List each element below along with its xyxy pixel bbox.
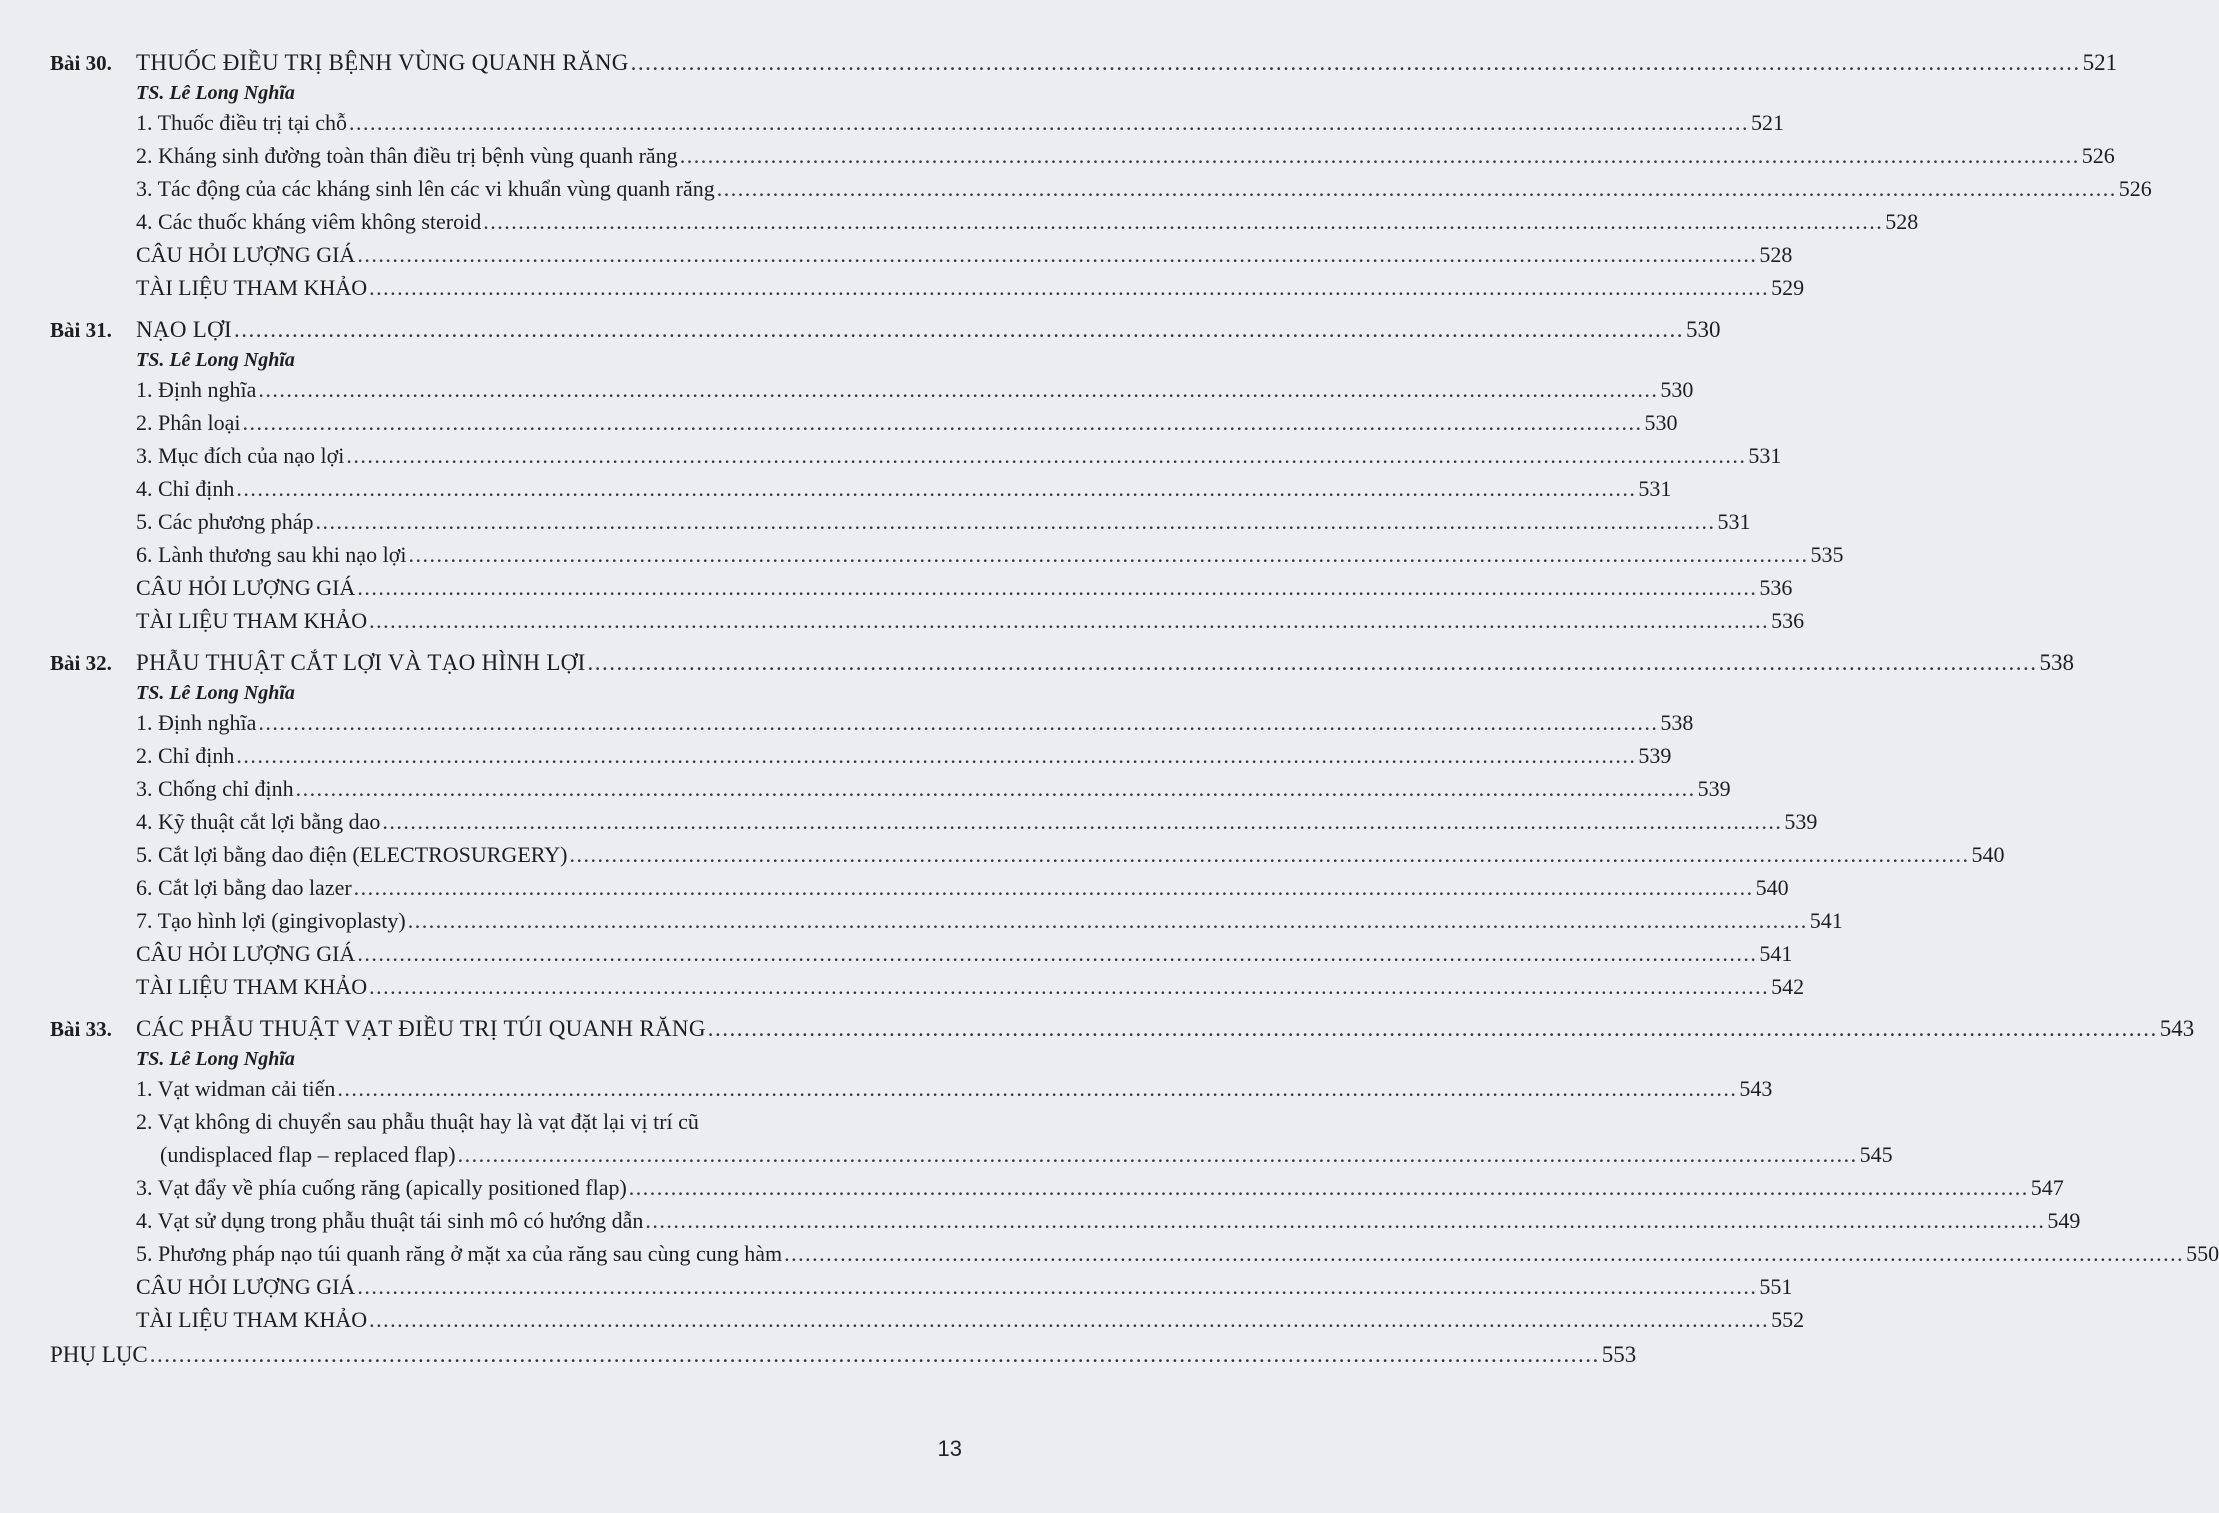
dot-leader: ........................................................................................................................................................................................................ — [569, 842, 1970, 867]
toc-entry — [136, 1237, 2219, 1270]
entry-page: 547 — [2030, 1175, 2064, 1200]
dot-leader: ........................................................................................................................................................................................................ — [258, 710, 1659, 735]
lesson-number: Bài 31. — [50, 318, 112, 342]
entry-page: 540 — [1755, 875, 1789, 900]
dot-leader: ........................................................................................................................................................................................................ — [234, 317, 1684, 342]
entry-page: 526 — [2081, 143, 2115, 168]
entry-page: 530 — [1644, 410, 1678, 435]
entry-text: 3. Mục đích của nạo lợi — [136, 443, 345, 468]
lesson-page: 521 — [2082, 50, 2118, 75]
lesson-number: Bài 33. — [50, 1017, 112, 1041]
entry-text: 1. Thuốc điều trị tại chỗ — [136, 110, 347, 135]
dot-leader: ........................................................................................................................................................................................................ — [716, 176, 2117, 201]
lesson-heading — [50, 646, 2075, 680]
entry-text: 1. Vạt widman cải tiến — [136, 1076, 336, 1101]
entry-page: 550 — [2186, 1241, 2219, 1266]
entry-page: 549 — [2047, 1208, 2081, 1233]
toc-entry — [136, 871, 1789, 904]
entry-page: 543 — [1739, 1076, 1773, 1101]
entry-text: 4. Vạt sử dụng trong phẫu thuật tái sinh mô có hướng dẫn — [136, 1208, 644, 1233]
entry-text: TÀI LIỆU THAM KHẢO — [136, 275, 368, 300]
dot-leader: ........................................................................................................................................................................................................ — [679, 143, 2080, 168]
toc-entry — [136, 739, 1672, 772]
toc-entry — [136, 838, 2005, 871]
toc-entry — [136, 1171, 2064, 1204]
dot-leader: ........................................................................................................................................................................................................ — [337, 1076, 1738, 1101]
toc-entry — [136, 904, 1843, 937]
toc-entry — [136, 1303, 1805, 1336]
lesson-title: THUỐC ĐIỀU TRỊ BỆNH VÙNG QUANH RĂNG — [136, 50, 629, 75]
toc-entry — [136, 604, 1805, 637]
table-of-contents — [50, 46, 2219, 1371]
lesson-page: 530 — [1686, 317, 1721, 342]
entry-text: 3. Chống chỉ định — [136, 776, 294, 801]
dot-leader: ........................................................................................................................................................................................................ — [630, 50, 2081, 75]
dot-leader: ........................................................................................................................................................................................................ — [357, 1274, 1758, 1299]
dot-leader: ........................................................................................................................................................................................................ — [236, 743, 1637, 768]
lesson-number: Bài 32. — [50, 651, 112, 675]
entry-page: 526 — [2118, 176, 2152, 201]
toc-entry — [136, 805, 1818, 838]
entry-text: 7. Tạo hình lợi (gingivoplasty) — [136, 908, 406, 933]
dot-leader: ........................................................................................................................................................................................................ — [353, 875, 1754, 900]
entry-page: 538 — [1660, 710, 1694, 735]
lesson-title: PHẪU THUẬT CẮT LỢI VÀ TẠO HÌNH LỢI — [136, 650, 586, 675]
toc-entry — [136, 472, 1672, 505]
entry-page: 521 — [1751, 110, 1784, 135]
dot-leader: ........................................................................................................................................................................................................ — [369, 974, 1770, 999]
entry-page: 539 — [1784, 809, 1818, 834]
entry-text: TÀI LIỆU THAM KHẢO — [136, 1307, 368, 1332]
dot-leader: ........................................................................................................................................................................................................ — [407, 908, 1808, 933]
dot-leader: ........................................................................................................................................................................................................ — [149, 1342, 1600, 1367]
lesson-heading — [50, 313, 1721, 347]
entry-text: 5. Các phương pháp — [136, 509, 314, 534]
entry-page: 531 — [1717, 509, 1751, 534]
dot-leader: ........................................................................................................................................................................................................ — [236, 476, 1637, 501]
toc-entry — [136, 1204, 2081, 1237]
toc-entry — [136, 538, 1844, 571]
toc-entry-continuation — [160, 1138, 1893, 1171]
appendix-page: 553 — [1601, 1342, 1637, 1367]
toc-entry — [136, 106, 1784, 139]
entry-text: 6. Cắt lợi bằng dao lazer — [136, 875, 352, 900]
dot-leader: ........................................................................................................................................................................................................ — [349, 110, 1749, 135]
entry-page: 542 — [1771, 974, 1805, 999]
dot-leader: ........................................................................................................................................................................................................ — [315, 509, 1716, 534]
entry-page: 531 — [1638, 476, 1672, 501]
entry-text: TÀI LIỆU THAM KHẢO — [136, 608, 368, 633]
dot-leader: ........................................................................................................................................................................................................ — [784, 1241, 2185, 1266]
toc-entry — [136, 439, 1782, 472]
dot-leader: ........................................................................................................................................................................................................ — [369, 1307, 1770, 1332]
lesson-heading — [50, 1012, 2195, 1046]
toc-entry — [136, 772, 1731, 805]
entry-text: TÀI LIỆU THAM KHẢO — [136, 974, 368, 999]
lesson-author: TS. Lê Long Nghĩa — [136, 1048, 295, 1070]
lesson-page: 543 — [2159, 1016, 2195, 1041]
entry-text: 6. Lành thương sau khi nạo lợi — [136, 542, 407, 567]
dot-leader: ........................................................................................................................................................................................................ — [357, 575, 1758, 600]
dot-leader: ........................................................................................................................................................................................................ — [457, 1142, 1858, 1167]
dot-leader: ........................................................................................................................................................................................................ — [628, 1175, 2029, 1200]
entry-page: 528 — [1759, 242, 1793, 267]
dot-leader: ........................................................................................................................................................................................................ — [707, 1016, 2158, 1041]
entry-text: 4. Chỉ định — [136, 476, 235, 501]
dot-leader: ........................................................................................................................................................................................................ — [357, 242, 1758, 267]
dot-leader: ........................................................................................................................................................................................................ — [483, 209, 1884, 234]
entry-text-continuation: (undisplaced flap – replaced flap) — [160, 1142, 456, 1167]
lesson-author: TS. Lê Long Nghĩa — [136, 349, 295, 371]
dot-leader: ........................................................................................................................................................................................................ — [346, 443, 1747, 468]
dot-leader: ........................................................................................................................................................................................................ — [587, 650, 2038, 675]
appendix-entry — [50, 1338, 1637, 1371]
entry-text: 4. Kỹ thuật cắt lợi bằng dao — [136, 809, 381, 834]
toc-entry — [136, 1270, 1793, 1303]
lesson-title: NẠO LỢI — [136, 317, 232, 342]
toc-entry — [136, 706, 1694, 739]
entry-text: 2. Kháng sinh đường toàn thân điều trị bệnh vùng quanh răng — [136, 143, 678, 168]
dot-leader: ........................................................................................................................................................................................................ — [295, 776, 1696, 801]
page-number: 13 — [937, 1436, 962, 1461]
toc-entry — [136, 406, 1678, 439]
dot-leader: ........................................................................................................................................................................................................ — [408, 542, 1809, 567]
toc-entry — [136, 1072, 1773, 1105]
entry-page: 535 — [1810, 542, 1844, 567]
appendix-title: PHỤ LỤC — [50, 1342, 148, 1367]
dot-leader: ........................................................................................................................................................................................................ — [369, 275, 1770, 300]
entry-text: CÂU HỎI LƯỢNG GIÁ — [136, 1274, 356, 1299]
entry-text: 3. Vạt đẩy về phía cuống răng (apically positioned flap) — [136, 1175, 627, 1200]
toc-entry — [136, 205, 1919, 238]
toc-entry — [136, 271, 1805, 304]
entry-text: 4. Các thuốc kháng viêm không steroid — [136, 209, 482, 234]
dot-leader: ........................................................................................................................................................................................................ — [357, 941, 1758, 966]
entry-text: 1. Định nghĩa — [136, 377, 257, 402]
dot-leader: ........................................................................................................................................................................................................ — [258, 377, 1659, 402]
toc-entry — [136, 373, 1694, 406]
entry-page: 540 — [1971, 842, 2005, 867]
dot-leader: ........................................................................................................................................................................................................ — [369, 608, 1770, 633]
dot-leader: ........................................................................................................................................................................................................ — [242, 410, 1643, 435]
entry-text: 2. Chỉ định — [136, 743, 235, 768]
toc-entry — [136, 970, 1805, 1003]
entry-text: 3. Tác động của các kháng sinh lên các vi khuẩn vùng quanh răng — [136, 176, 715, 201]
dot-leader: ........................................................................................................................................................................................................ — [645, 1208, 2046, 1233]
dot-leader: ........................................................................................................................................................................................................ — [382, 809, 1783, 834]
toc-entry-multiline — [136, 1105, 962, 1138]
entry-text: 5. Cắt lợi bằng dao điện (ELECTROSURGERY) — [136, 842, 568, 867]
lesson-heading — [50, 46, 2118, 80]
entry-text: 2. Phân loại — [136, 410, 241, 435]
entry-page: 551 — [1759, 1274, 1793, 1299]
lesson-author: TS. Lê Long Nghĩa — [136, 682, 295, 704]
entry-text: 1. Định nghĩa — [136, 710, 257, 735]
entry-page: 528 — [1885, 209, 1919, 234]
entry-page: 530 — [1660, 377, 1694, 402]
entry-text: CÂU HỎI LƯỢNG GIÁ — [136, 575, 356, 600]
entry-text: CÂU HỎI LƯỢNG GIÁ — [136, 941, 356, 966]
entry-page: 552 — [1771, 1307, 1805, 1332]
entry-page: 536 — [1759, 575, 1793, 600]
entry-page: 536 — [1771, 608, 1805, 633]
toc-entry — [136, 139, 2115, 172]
toc-entry — [136, 172, 2152, 205]
toc-entry — [136, 937, 1793, 970]
toc-entry — [136, 238, 1793, 271]
entry-text: 2. Vạt không di chuyển sau phẫu thuật hay là vạt đặt lại vị trí cũ — [136, 1109, 699, 1134]
entry-text: 5. Phương pháp nạo túi quanh răng ở mặt xa của răng sau cùng cung hàm — [136, 1241, 783, 1266]
entry-page: 541 — [1809, 908, 1843, 933]
entry-page: 539 — [1638, 743, 1672, 768]
entry-text: CÂU HỎI LƯỢNG GIÁ — [136, 242, 356, 267]
entry-page: 529 — [1771, 275, 1805, 300]
toc-entry — [136, 505, 1751, 538]
lesson-author: TS. Lê Long Nghĩa — [136, 82, 295, 104]
entry-page: 541 — [1759, 941, 1793, 966]
lesson-title: CÁC PHẪU THUẬT VẠT ĐIỀU TRỊ TÚI QUANH RĂNG — [136, 1016, 706, 1041]
entry-page: 545 — [1859, 1142, 1893, 1167]
lesson-page: 538 — [2039, 650, 2075, 675]
lesson-number: Bài 30. — [50, 51, 112, 75]
entry-page: 539 — [1697, 776, 1731, 801]
entry-page: 531 — [1748, 443, 1782, 468]
toc-entry — [136, 571, 1793, 604]
